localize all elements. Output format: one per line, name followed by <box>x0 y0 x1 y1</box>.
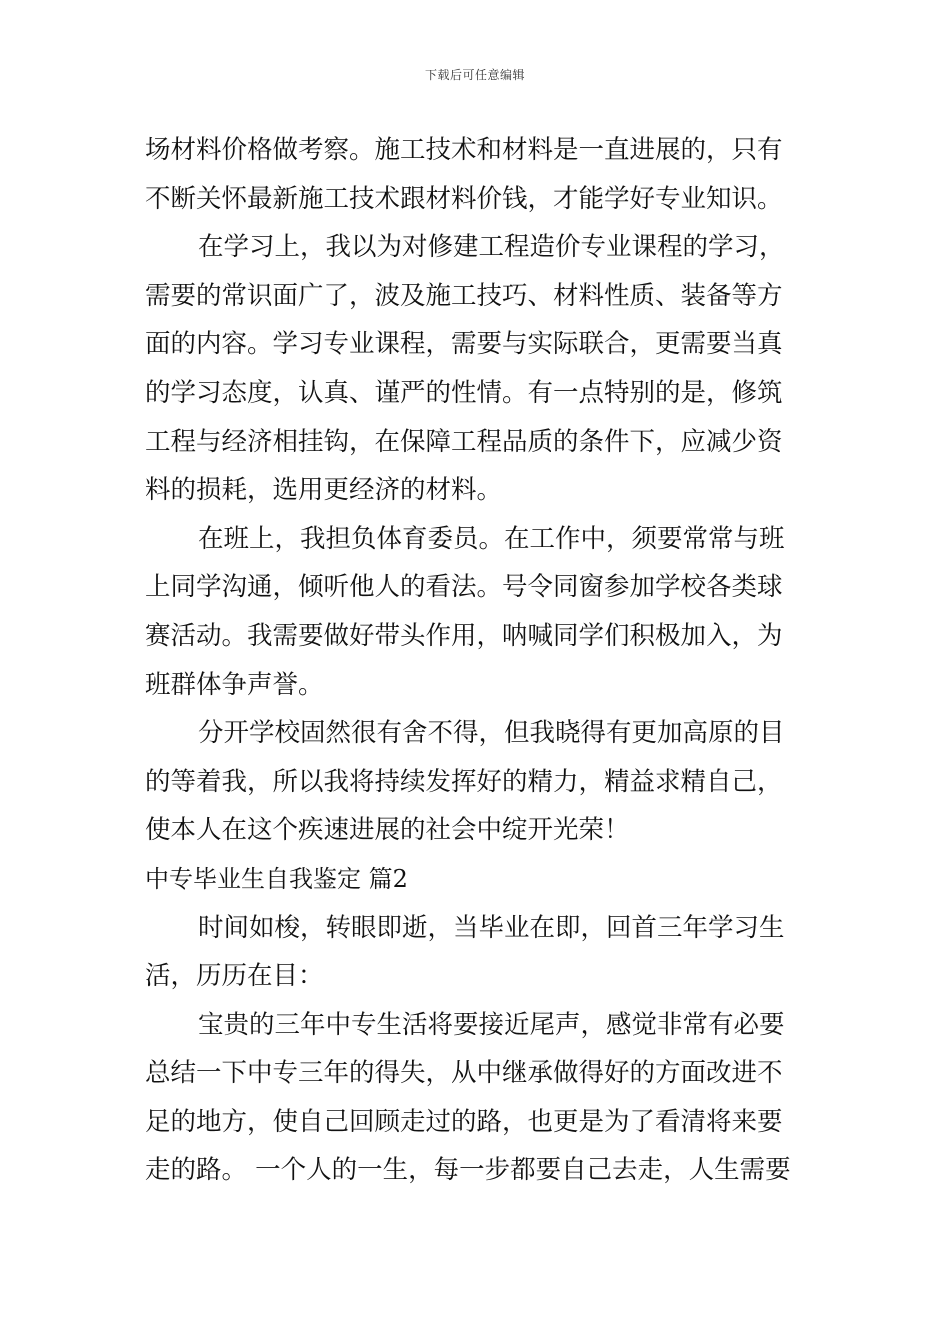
header-note: 下载后可任意编辑 <box>424 68 525 82</box>
text-line: 场材料价格做考察。施工技术和材料是一直进展的，只有 <box>145 135 783 165</box>
text-line: 在班上，我担负体育委员。在工作中，须要常常与班 <box>198 523 785 554</box>
section-heading: 中专毕业生自我鉴定 篇2 <box>145 864 408 893</box>
text-line: 使本人在这个疾速进展的社会中绽开光荣！ <box>145 815 630 846</box>
text-line: 赛活动。我需要做好带头作用，呐喊同学们积极加入，为 <box>145 620 783 651</box>
text-line: 需要的常识面广了，波及施工技巧、材料性质、装备等方 <box>145 280 783 311</box>
text-line: 不断关怀最新施工技术跟材料价钱，才能学好专业知识。 <box>145 183 783 214</box>
text-line: 在学习上，我以为对修建工程造价专业课程的学习， <box>198 232 785 263</box>
document-body <box>145 126 809 1195</box>
text-line: 面的内容。学习专业课程，需要与实际联合，更需要当真 <box>145 329 783 360</box>
text-line: 料的损耗，选用更经济的材料。 <box>145 475 503 506</box>
text-line: 走的路。 一个人的一生，每一步都要自己去走，人生需要 <box>145 1155 791 1186</box>
text-line: 上同学沟通，倾听他人的看法。号令同窗参加学校各类球 <box>145 572 783 603</box>
text-line: 时间如梭，转眼即逝，当毕业在即，回首三年学习生 <box>198 912 785 943</box>
text-line: 活，历历在目： <box>145 961 324 992</box>
text-line: 分开学校固然很有舍不得，但我晓得有更加高原的目 <box>198 718 785 749</box>
text-line: 宝贵的三年中专生活将要接近尾声，感觉非常有必要 <box>198 1009 785 1040</box>
text-line: 工程与经济相挂钩，在保障工程品质的条件下，应减少资 <box>145 426 783 457</box>
text-line: 总结一下中专三年的得失，从中继承做得好的方面改进不 <box>145 1058 783 1089</box>
text-line: 足的地方，使自己回顾走过的路，也更是为了看清将来要 <box>145 1106 783 1137</box>
text-line: 的等着我，所以我将持续发挥好的精力，精益求精自己， <box>145 766 783 797</box>
text-line: 的学习态度，认真、谨严的性情。有一点特别的是，修筑 <box>145 377 783 408</box>
text-line: 班群体争声誉。 <box>145 669 324 700</box>
